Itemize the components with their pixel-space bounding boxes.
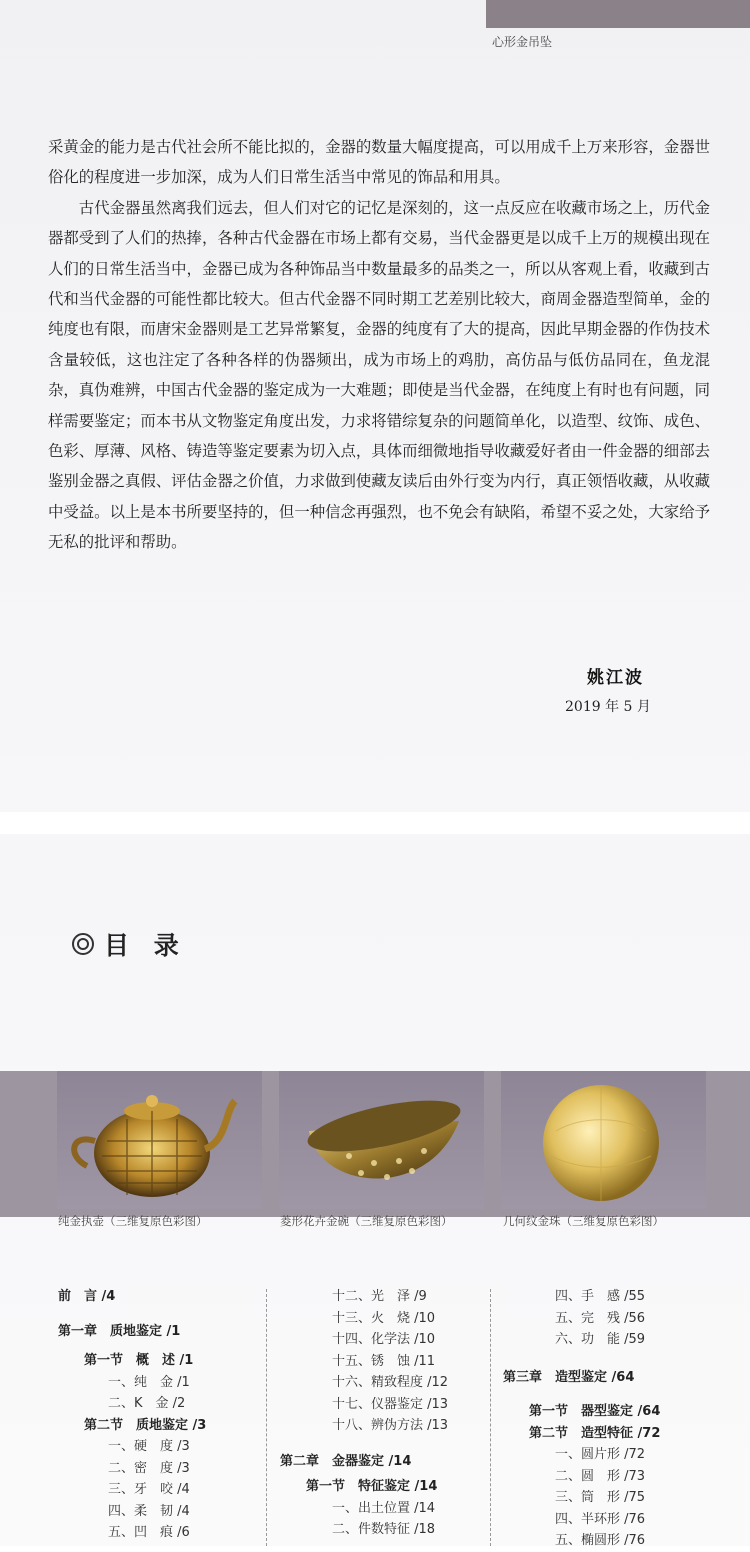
toc-entry-chapter[interactable]: 第三章 造型鉴定 /64 xyxy=(503,1369,635,1385)
toc-entry-item[interactable]: 四、柔 韧 /4 xyxy=(108,1503,190,1519)
toc-entry-item[interactable]: 五、完 残 /56 xyxy=(555,1310,646,1326)
gold-teapot-image xyxy=(57,1071,262,1209)
toc-heading-text: 目 录 xyxy=(104,931,187,960)
toc-column-2 xyxy=(280,1286,448,1541)
paragraph: 古代金器虽然离我们远去，但人们对它的记忆是深刻的，这一点反应在收藏市场之上，历代金器都受到了人们的热捧，各种古代金器在市场上都有交易，当代金器更是以成千上万的规模出现在人们的日常生活当中，金器已成为各种饰品当中数量最多的品类之一，所以从客观上看，收藏到古代和当代金器的可能性都比较大。但古代金器不同时期工艺差别比较大，商周金器造型简单，金的纯度也有限，而唐宋金器则是工艺异常繁复，金器的纯度有了大的提高，因此早期金器的作伪技术含量较低，这也注定了各种各样的伪器频出，成为市场上的鸡肋，高仿品与低仿品同在，鱼龙混杂，真伪难辨，中国古代金器的鉴定成为一大难题；即使是当代金器，在纯度上有时也有问题，同样需要鉴定；而本书从文物鉴定角度出发，力求将错综复杂的问题简单化，以造型、纹饰、成色、色彩、厚薄、风格、铸造等鉴定要素为切入点，具体而细微地指导收藏爱好者由一件金器的细部去鉴别金器之真假、评估金器之价值，力求做到使藏友读后由外行变为内行，真正领悟收藏，从收藏中受益。以上是本书所要坚持的，但一种信念再强烈，也不免会有缺陷，希望不妥之处，大家给予无私的批评和帮助。 xyxy=(48,198,710,552)
toc-entry-preface[interactable]: 前 言 /4 xyxy=(58,1289,116,1304)
toc-entry-item[interactable]: 十六、精致程度 /12 xyxy=(332,1375,449,1390)
toc-entry-item[interactable]: 三、牙 咬 /4 xyxy=(108,1482,190,1497)
image-caption: 几何纹金珠（三维复原色彩图） xyxy=(503,1214,664,1228)
toc-entry-item[interactable]: 二、K 金 /2 xyxy=(108,1396,186,1411)
toc-entry-item[interactable]: 二、圆 形 /73 xyxy=(555,1468,646,1484)
toc-entry-item[interactable]: 四、半环形 /76 xyxy=(555,1511,646,1527)
photo-caption: 心形金吊坠 xyxy=(492,35,553,49)
toc-entry-item[interactable]: 十七、仪器鉴定 /13 xyxy=(332,1396,449,1412)
header-bar xyxy=(486,0,750,28)
column-divider xyxy=(490,1289,491,1546)
toc-entry-section[interactable]: 第一节 概 述 /1 xyxy=(84,1353,194,1368)
paragraph: 采黄金的能力是古代社会所不能比拟的，金器的数量大幅度提高，可以用成千上万来形容，金器世俗化的程度进一步加深，成为人们日常生活当中常见的饰品和用具。 xyxy=(48,138,710,187)
toc-entry-section[interactable]: 第二节 造型特征 /72 xyxy=(529,1425,661,1441)
image-caption: 菱形花卉金碗（三维复原色彩图） xyxy=(280,1214,453,1228)
page-gap xyxy=(0,812,750,834)
date: 2019 年 5 月 xyxy=(565,699,651,715)
toc-entry-section[interactable]: 第二节 质地鉴定 /3 xyxy=(84,1417,207,1433)
toc-entry-chapter[interactable]: 第一章 质地鉴定 /1 xyxy=(58,1323,181,1339)
toc-entry-chapter[interactable]: 第二章 金器鉴定 /14 xyxy=(280,1453,412,1469)
toc-entry-item[interactable]: 十二、光 泽 /9 xyxy=(332,1289,427,1304)
image-caption: 纯金执壶（三维复原色彩图） xyxy=(58,1214,208,1228)
toc-column-1 xyxy=(58,1286,206,1544)
toc-entry-item[interactable]: 十五、锈 蚀 /11 xyxy=(332,1353,436,1369)
gold-bowl-image xyxy=(279,1071,484,1209)
circle-bullet-icon xyxy=(72,933,94,955)
toc-entry-item[interactable]: 四、手 感 /55 xyxy=(555,1289,646,1304)
gold-bead-image xyxy=(501,1071,706,1209)
toc-heading xyxy=(72,926,187,962)
toc-entry-item[interactable]: 三、筒 形 /75 xyxy=(555,1490,646,1505)
column-divider xyxy=(266,1289,267,1546)
toc-entry-item[interactable]: 五、凹 痕 /6 xyxy=(108,1525,190,1540)
toc-entry-item[interactable]: 一、纯 金 /1 xyxy=(108,1374,190,1390)
toc-column-3 xyxy=(503,1286,660,1552)
toc-entry-section[interactable]: 第一节 特征鉴定 /14 xyxy=(306,1479,438,1494)
preface-body xyxy=(48,132,710,558)
toc-entry-item[interactable]: 六、功 能 /59 xyxy=(555,1332,646,1347)
toc-entry-item[interactable]: 十四、化学法 /10 xyxy=(332,1332,436,1347)
toc-page xyxy=(0,834,750,1546)
toc-entry-section[interactable]: 第一节 器型鉴定 /64 xyxy=(529,1404,661,1419)
author-signature: 姚江波 xyxy=(587,668,644,688)
toc-entry-item[interactable]: 十八、辨伪方法 /13 xyxy=(332,1418,449,1433)
toc-entry-item[interactable]: 二、件数特征 /18 xyxy=(332,1522,436,1537)
toc-entry-item[interactable]: 一、硬 度 /3 xyxy=(108,1439,190,1454)
toc-entry-item[interactable]: 五、椭圆形 /76 xyxy=(555,1533,646,1548)
toc-entry-item[interactable]: 一、出土位置 /14 xyxy=(332,1500,436,1516)
toc-entry-item[interactable]: 二、密 度 /3 xyxy=(108,1460,190,1476)
toc-entry-item[interactable]: 一、圆片形 /72 xyxy=(555,1447,646,1462)
toc-entry-item[interactable]: 十三、火 烧 /10 xyxy=(332,1310,436,1326)
